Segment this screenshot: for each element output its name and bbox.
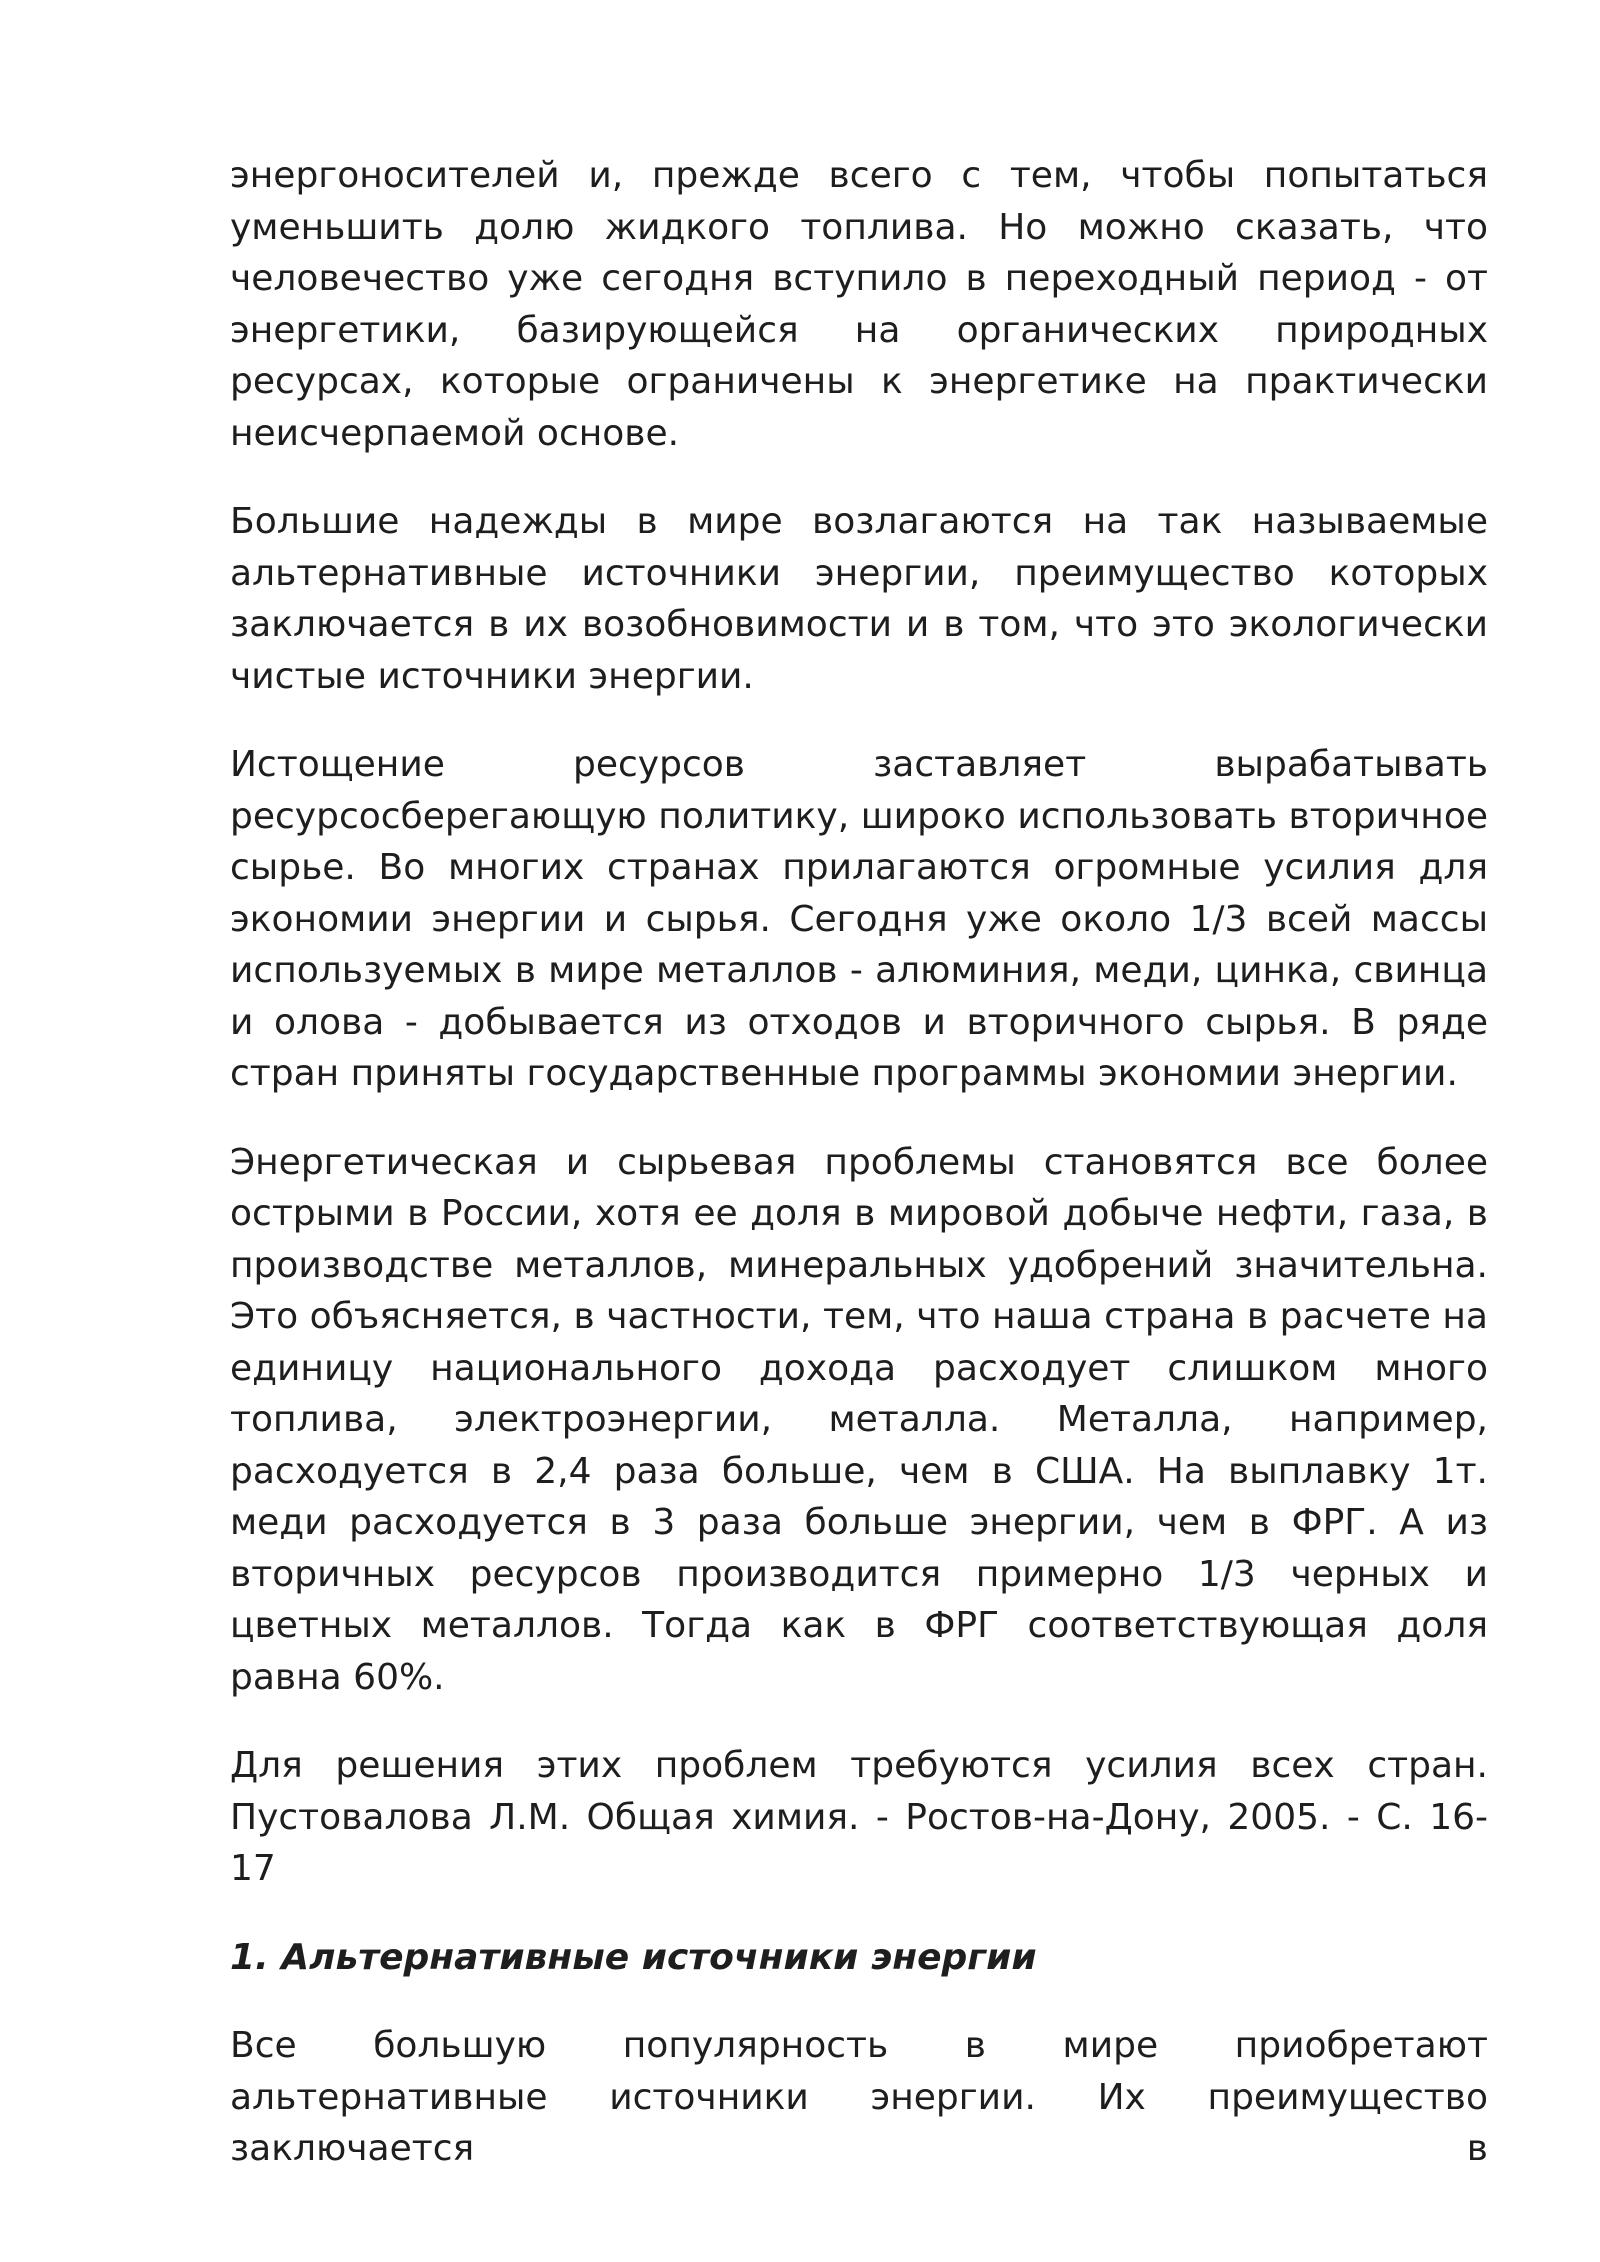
paragraph-russia-problems: Энергетическая и сырьевая проблемы становятся все более острыми в России, хотя ее доля в мировой добыче нефти, газа, в производстве металлов, минеральных удобрений значительна. Это объясняется, в частности, тем, что наша страна в расчете на единицу национального дохода расходует слишком много топлива, электроэнергии, металла. Металла, например, расходуется в 2,4 раза больше, чем в США. На выплавку 1т. меди расходуется в 3 раза больше энергии, чем в ФРГ. А из вторичных ресурсов производится примерно 1/3 черных и цветных металлов. Тогда как в ФРГ соответствующая доля равна 60%. <box>230 1141 1488 1698</box>
paragraph-resource-depletion: Истощение ресурсов заставляет вырабатывать ресурсосберегающую политику, широко использовать вторичное сырье. Во многих странах прилагаются огромные усилия для экономии энергии и сырья. Сегодня уже около 1/3 всей массы используемых в мире металлов - алюминия, меди, цинка, свинца и олова - добывается из отходов и вторичного сырья. В ряде стран приняты государственные программы экономии энергии. <box>230 744 1488 1094</box>
paragraph-citation: Для решения этих проблем требуются усилия всех стран. Пустовалова Л.М. Общая химия. - Ростов-на-Дону, 2005. - С. 16-17 <box>230 1745 1488 1889</box>
paragraph-energy-transition: энергоносителей и, прежде всего с тем, чтобы попытаться уменьшить долю жидкого топлива. Но можно сказать, что человечество уже сегодня вступило в переходный период - от энергетики, базирующейся на органических природных ресурсах, которые ограничены к энергетике на практически неисчерпаемой основе. <box>230 155 1488 454</box>
paragraph-alternative-popularity: Все большую популярность в мире приобретают альтернативные источники энергии. Их преимущество заключается в <box>230 2025 1488 2169</box>
section-heading: 1. Альтернативные источники энергии <box>230 1936 1037 1978</box>
document-page <box>230 150 1488 2212</box>
paragraph-alternative-hopes: Большие надежды в мире возлагаются на так называемые альтернативные источники энергии, преимущество которых заключается в их возобновимости и в том, что это экологически чистые источники энергии. <box>230 501 1488 697</box>
